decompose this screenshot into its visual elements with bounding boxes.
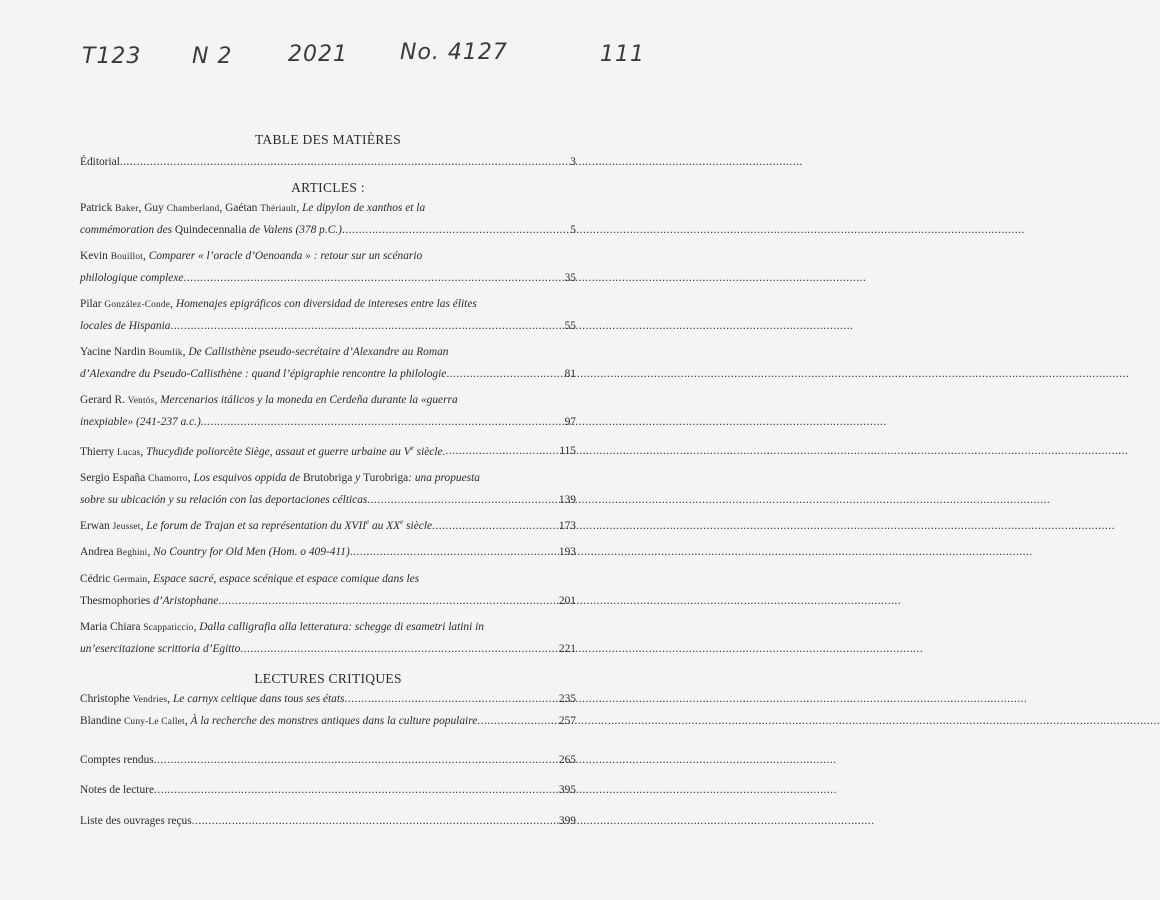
entry-title: Homenajes epigráficos con diversidad de intereses entre las élites — [175, 297, 477, 310]
author-last: Scappaticcio — [143, 622, 194, 633]
page-number: 115 — [559, 445, 576, 458]
toc-entry — [80, 342, 576, 386]
author-last: González-Conde — [104, 299, 171, 310]
page-number: 35 — [564, 272, 576, 284]
toc-entry-editorial — [80, 152, 576, 174]
author-last: Beghini — [116, 548, 148, 559]
leader-dots — [367, 490, 552, 512]
separator: , — [147, 572, 154, 585]
entry-title: siècle — [403, 519, 433, 532]
page-number: 221 — [558, 643, 576, 656]
handwriting-catalog: No. 4127 — [400, 40, 508, 65]
page-number: 395 — [558, 784, 576, 797]
toc-entry — [80, 689, 576, 712]
author-first: Kevin — [80, 249, 111, 262]
author-last: Thériault — [260, 203, 297, 214]
entry-title: À la recherche des monstres antiques dans la culture populaire — [190, 715, 478, 728]
leader-dots — [446, 364, 552, 386]
author-first: Gerard R. — [80, 393, 128, 406]
toc-entry — [80, 617, 576, 661]
page-number: 173 — [558, 519, 576, 532]
leader-dots — [342, 220, 552, 242]
leader-dots — [240, 639, 552, 661]
author-first: Erwan — [80, 519, 113, 532]
entry-title: Comparer « l’oracle d’Oenoanda » : retour sur un scénario — [148, 249, 423, 262]
lectures-heading: LECTURES CRITIQUES — [254, 670, 402, 686]
entry-title: commémoration des — [80, 224, 175, 236]
superscript: e — [366, 517, 370, 526]
author-first: Andrea — [80, 546, 117, 559]
handwriting-ref: T123 — [82, 44, 142, 69]
toc-entry — [80, 512, 576, 538]
entry-title: de Valens (378 p.C.) — [246, 224, 342, 236]
handwriting-year: 2021 — [288, 42, 348, 67]
toc-entry — [80, 468, 576, 512]
page-number: 3 — [570, 156, 576, 168]
entry-title: sobre su ubicación y su relación con las deportaciones célticas — [80, 494, 368, 507]
entry-title: siècle. — [413, 445, 446, 458]
leader-dots — [170, 316, 552, 338]
entry-title: y — [352, 471, 364, 484]
entry-title: Brutobriga — [302, 471, 353, 484]
entry-label: Notes de lecture — [80, 784, 155, 797]
page-number: 235 — [558, 692, 576, 705]
author-first: Sergio España — [80, 471, 149, 484]
entry-title: No Country for Old Men (Hom. o 409-411) — [153, 546, 350, 559]
author-last: Cuny-Le Callet — [123, 717, 185, 728]
entry-title: Los esquivos oppida de — [193, 471, 303, 484]
page-number: 193 — [558, 546, 576, 559]
entry-title: Le dipylon de xanthos et la — [302, 201, 426, 214]
handwriting-mark: 111 — [600, 42, 645, 67]
separator: , — [167, 692, 173, 705]
entry-title: Espace sacré, espace scénique et espace comique dans les — [153, 572, 420, 585]
page-number: 257 — [558, 715, 576, 728]
leader-dots — [183, 268, 552, 290]
separator: , — [140, 445, 147, 458]
entry-title: Thucydide poliorcète Siège, assaut et guerre urbaine au V — [146, 445, 411, 458]
entry-title: philologique complexe — [80, 272, 184, 284]
page-number: 265 — [558, 753, 576, 766]
superscript: e — [400, 517, 404, 526]
entry-title: Mercenarios itálicos y la moneda en Cerdeña durante la «guerra — [160, 393, 458, 406]
entry-title: au XX — [369, 519, 401, 532]
author-last: Vendries — [132, 694, 168, 705]
separator: , — [143, 249, 149, 262]
entry-label: Comptes rendus — [80, 753, 154, 766]
author-last: Ventós — [127, 395, 155, 406]
author-first: Blandine — [80, 715, 124, 728]
author-last: Germain — [113, 574, 148, 585]
toc-entry — [80, 438, 576, 464]
author-first: Maria Chiara — [80, 620, 144, 633]
toc-entry-comptes — [80, 750, 576, 772]
toc-entry — [80, 542, 576, 565]
author-first: Pilar — [80, 297, 105, 310]
entry-title: inexpiable» (241-237 a.c.). — [80, 416, 204, 428]
author-first: Yacine Nardin — [80, 345, 149, 358]
author-first: , Guy — [138, 201, 167, 214]
page-number: 97 — [564, 416, 576, 428]
toc-entry — [80, 390, 576, 434]
entry-title: locales de Hispania — [80, 320, 171, 332]
leader-dots — [154, 750, 552, 772]
author-last: Chamorro — [148, 473, 188, 484]
page-number: 5 — [570, 224, 576, 236]
leader-dots — [218, 591, 552, 613]
author-last: Lucas — [117, 447, 141, 458]
table-of-contents — [80, 130, 576, 832]
author-first: Thierry — [80, 445, 118, 458]
toc-entry — [80, 294, 576, 338]
separator: , — [296, 201, 303, 214]
separator: , — [140, 519, 147, 532]
entry-title: Le forum de Trajan et sa représentation du XVII — [146, 519, 367, 532]
toc-entry-liste — [80, 811, 576, 833]
leader-dots — [445, 441, 552, 463]
separator: , — [170, 297, 176, 310]
leader-dots — [432, 516, 552, 538]
leader-dots — [350, 542, 552, 564]
toc-title: TABLE DES MATIÈRES — [254, 132, 402, 147]
separator: , — [147, 546, 154, 559]
entry-title: Le carnyx — [172, 692, 222, 705]
author-last: Bouillot — [110, 251, 144, 262]
author-last: Jeusset — [112, 521, 141, 532]
leader-dots — [204, 412, 552, 434]
leader-dots — [192, 811, 552, 833]
entry-title: Dalla calligrafia alla letteratura: schegge di esametri latini in — [199, 620, 485, 633]
leader-dots — [154, 780, 552, 802]
page-number: 81 — [564, 368, 576, 380]
author-first: Patrick — [80, 201, 116, 214]
entry-title: un’esercitazione scrittoria d’Egitto — [80, 643, 241, 656]
handwriting-number: N 2 — [192, 44, 233, 69]
entry-label: Éditorial — [80, 156, 120, 168]
entry-title: De Callisthène pseudo-secrétaire d’Alexandre au Roman — [188, 345, 449, 358]
entry-label: Liste des ouvrages reçus — [80, 814, 192, 827]
entry-title: Quindecennalia — [174, 224, 247, 236]
separator: , — [187, 471, 194, 484]
separator: , — [193, 620, 200, 633]
leader-dots — [120, 152, 552, 174]
entry-title: d’Alexandre du Pseudo-Callisthène : quand l’épigraphie rencontre la philologie — [80, 368, 447, 380]
author-last: Chamberland — [166, 203, 220, 214]
author-last: Baker — [115, 203, 139, 214]
author-last: Boumlik — [148, 347, 183, 358]
articles-heading: ARTICLES : — [291, 179, 365, 195]
page-number: 399 — [558, 814, 576, 827]
separator: , — [182, 345, 189, 358]
author-first: Christophe — [80, 692, 133, 705]
leader-dots — [477, 711, 552, 733]
toc-entry — [80, 569, 576, 613]
superscript: e — [410, 443, 414, 452]
page-number: 55 — [564, 320, 576, 332]
toc-entry — [80, 711, 576, 734]
toc-entry-notes — [80, 780, 576, 802]
entry-title: celtique dans tous ses états — [221, 692, 345, 705]
author-first: , Gaétan — [219, 201, 261, 214]
separator: , — [154, 393, 161, 406]
separator: , — [184, 715, 191, 728]
entry-title: d’Aristophane — [150, 595, 219, 608]
entry-title: : una propuesta — [408, 471, 480, 484]
leader-dots — [344, 689, 552, 711]
toc-entry — [80, 246, 576, 290]
page-number: 201 — [558, 595, 576, 608]
author-first: Cédric — [80, 572, 114, 585]
page-number: 139 — [558, 494, 576, 507]
toc-entry — [80, 198, 576, 242]
entry-title: Thesmophories — [80, 595, 151, 608]
entry-title: Turobriga — [363, 471, 409, 484]
